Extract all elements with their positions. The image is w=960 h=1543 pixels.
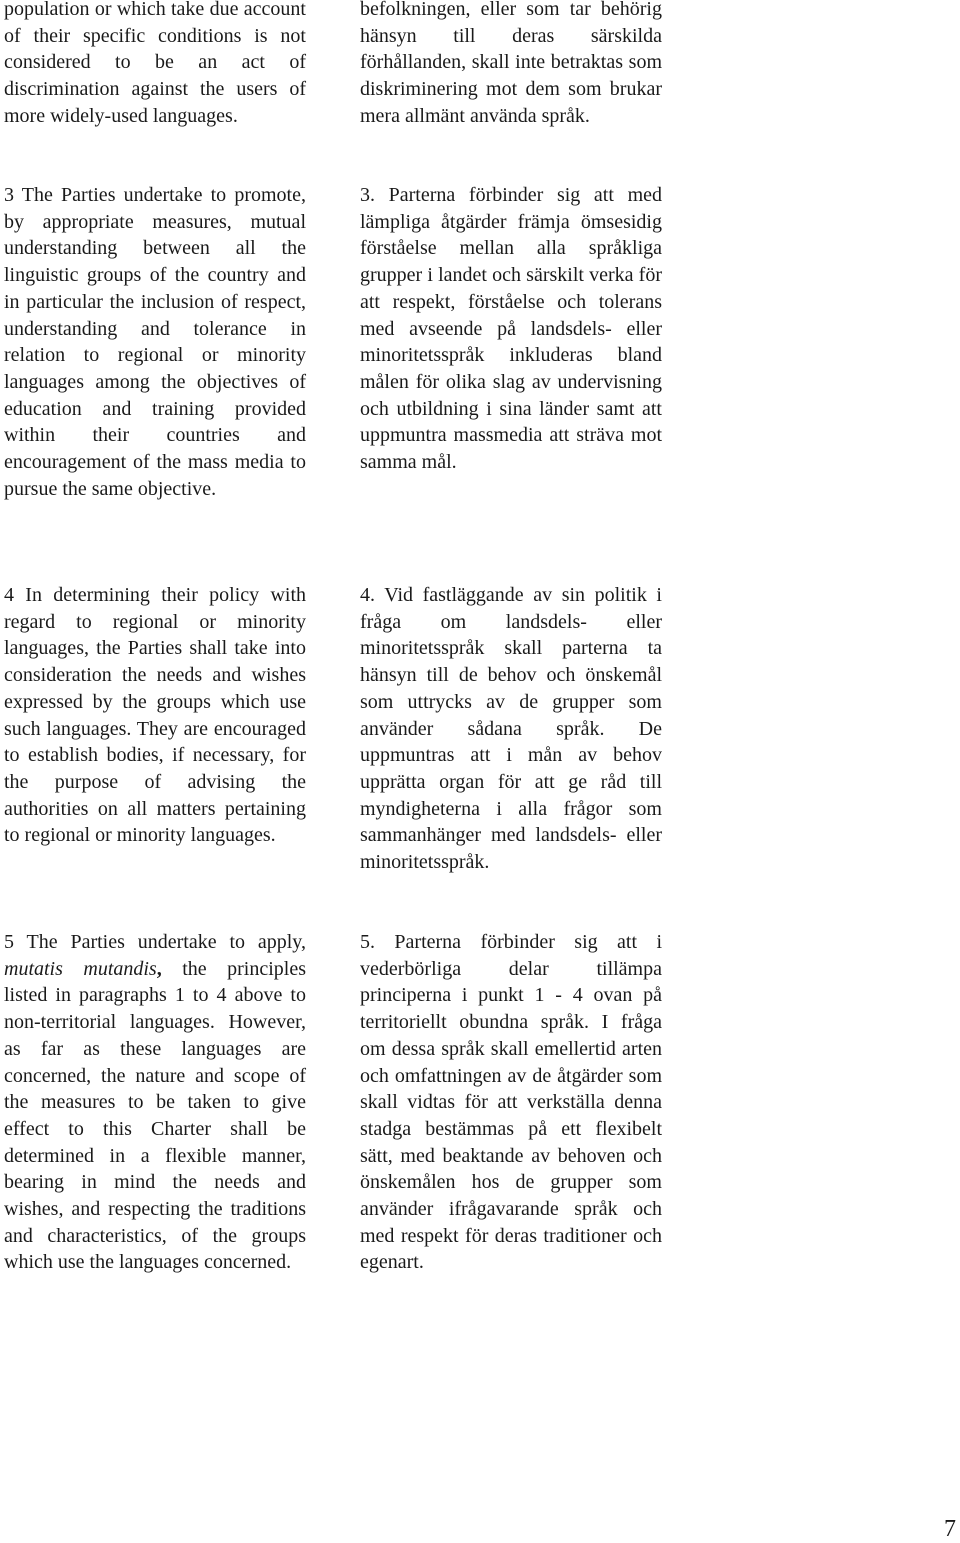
- english-paragraph-4: 4 In determining their policy with regard to regional or minority languages, the Parties shall take into consideration the needs and wishes expressed by the groups which use such languages. They are encouraged to establish bodies, if necessary, for the purpose of advising the authorities on all matters pertaining to regional or minority languages.: [4, 584, 306, 847]
- english-paragraph-5-rest: the principles listed in paragraphs 1 to 4 above to non-territorial languages. However, as far as these languages are concerned, the nature and scope of the measures to be taken to give effect to this Charter shall be determined in a flexible manner, bearing in mind the needs and wishes, and respecting the traditions and characteristics, of the groups which use the languages concerned.: [4, 957, 306, 1274]
- page-number: 7: [944, 1516, 956, 1542]
- english-paragraph-5-latin-term: mutatis mutandis: [4, 957, 157, 980]
- swedish-paragraph-5: 5. Parterna förbinder sig att i vederbörliga delar tillämpa principerna i punkt 1 - 4 ovan på territoriellt obundna språk. I fråga om dessa språk skall emellertid arten och omfattningen av de åtgärder som skall vidtas för att verkställa denna stadga bestämmas på ett flexibelt sätt, med beaktande av behoven och önskemålen hos de grupper som använder ifrågavarande språk och med respekt för deras traditioner och egenart.: [360, 931, 662, 1274]
- swedish-paragraph-continued: befolkningen, eller som tar behörig hänsyn till deras särskilda förhållanden, skall inte betraktas som diskriminering mot dem som brukar mera allmänt använda språk.: [360, 0, 662, 127]
- english-paragraph-continued: population or which take due account of their specific conditions is not considered to be an act of discrimination against the users of more widely-used languages.: [4, 0, 306, 127]
- english-paragraph-5: [4, 929, 306, 1276]
- swedish-paragraph-3: 3. Parterna förbinder sig att med lämpliga åtgärder främja ömsesidig förståelse mellan alla språkliga grupper i landet och särskilt verka för att respekt, förståelse och tolerans med avseende på landsdels- eller minoritetsspråk inkluderas bland målen för olika slag av undervisning och utbildning i sina länder samt att uppmuntra massmedia att sträva mot samma mål.: [360, 184, 662, 474]
- english-paragraph-3: 3 The Parties undertake to promote, by appropriate measures, mutual understanding between all the linguistic groups of the country and in particular the inclusion of respect, understanding and tolerance in relation to regional or minority languages among the objectives of education and training provided within their countries and encouragement of the mass media to pursue the same objective.: [4, 184, 306, 500]
- english-paragraph-5-start: 5 The Parties undertake to apply,: [4, 931, 306, 953]
- english-paragraph-5-comma: ,: [156, 957, 162, 980]
- swedish-paragraph-4: 4. Vid fastläggande av sin politik i fråga om landsdels- eller minoritetsspråk skall parterna ta hänsyn till de behov och önskemål som uttrycks av de grupper som använder sådana språk. De uppmuntras att i mån av behov upprätta organ för att ge råd till myndigheterna i alla frågor som sammanhänger med landsdels- eller minoritetsspråk.: [360, 584, 662, 874]
